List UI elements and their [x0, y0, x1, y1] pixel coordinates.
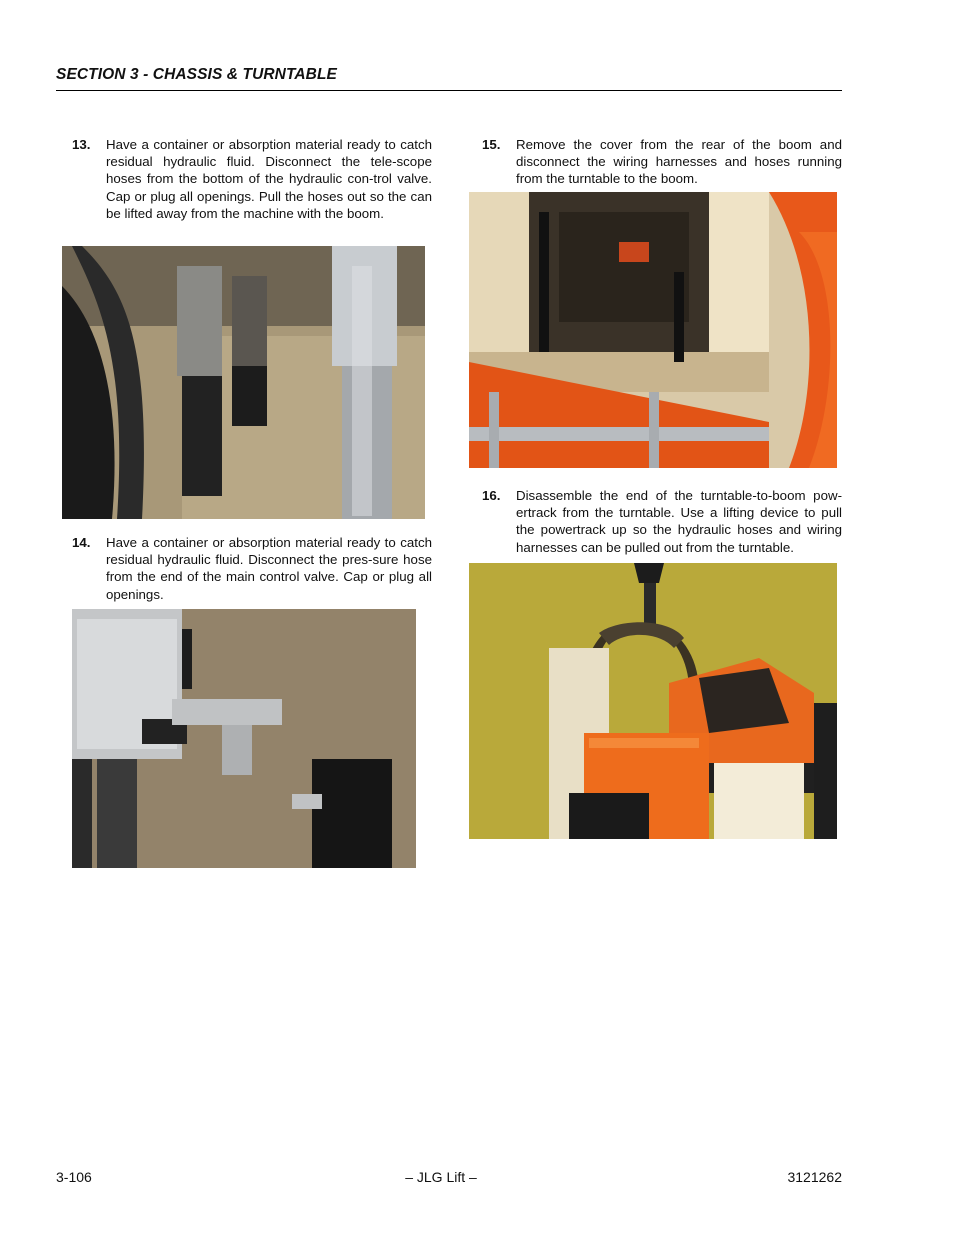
- page-number: 3-106: [56, 1169, 92, 1185]
- step-number: 13.: [72, 137, 91, 152]
- step-number: 15.: [482, 137, 501, 152]
- step-number: 14.: [72, 535, 91, 550]
- step-text: Disassemble the end of the turntable-to-boom pow-ertrack from the turntable. Use a lifting device to pull the powertrack up so the hydraulic hoses and wiring harnesses can be pulled out from the turntable.: [516, 488, 842, 555]
- photo-boom-rear-cover: [469, 192, 837, 468]
- photo-main-control-valve: [72, 609, 416, 868]
- photo-powertrack-lifting: [469, 563, 837, 839]
- section-title: SECTION 3 - CHASSIS & TURNTABLE: [56, 66, 337, 83]
- step-text: Have a container or absorption material ready to catch residual hydraulic fluid. Disconnect the tele-scope hoses from the bottom of the hydraulic con-trol valve. Cap or plug all openings. Pull the hoses out so the can be lifted away from the machine with the boom.: [106, 137, 432, 221]
- step-text: Have a container or absorption material ready to catch residual hydraulic fluid. Disconnect the pres-sure hose from the end of the main control valve. Cap or plug all openings.: [106, 535, 432, 602]
- photo-telescope-hoses: [62, 246, 425, 519]
- step-text: Remove the cover from the rear of the boom and disconnect the wiring harnesses and hoses running from the turntable to the boom.: [516, 137, 842, 187]
- footer-publisher: – JLG Lift –: [405, 1169, 477, 1185]
- header-divider: [56, 90, 842, 91]
- document-number: 3121262: [787, 1169, 842, 1185]
- step-number: 16.: [482, 488, 501, 503]
